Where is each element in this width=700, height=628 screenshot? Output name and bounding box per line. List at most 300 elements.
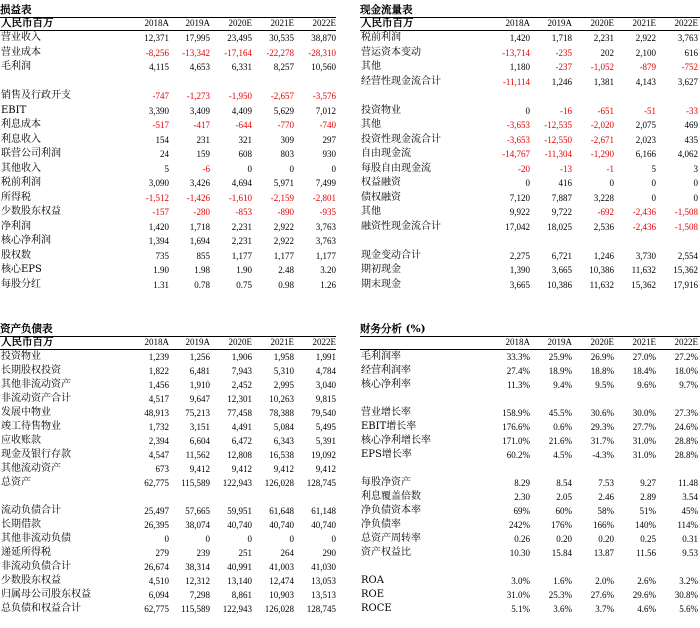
table-row <box>0 546 336 560</box>
cell-value: 27.2% <box>674 352 698 362</box>
cell-value: -1,273 <box>186 91 210 101</box>
cell-value: 8.54 <box>556 478 572 488</box>
table-row <box>360 234 700 249</box>
cell-value: 735 <box>155 250 169 261</box>
cell-value: 5,310 <box>273 366 294 376</box>
table-row <box>0 448 336 462</box>
cell-value: 290 <box>322 548 336 558</box>
income-header <box>0 17 336 30</box>
cell-value: -417 <box>193 120 210 130</box>
cell-value: -1,052 <box>590 62 614 72</box>
row-label: 股权数 <box>1 249 31 261</box>
cell-value: 2.48 <box>278 265 294 275</box>
cell-value: 231 <box>196 134 210 145</box>
cell-value: -11,304 <box>544 149 572 159</box>
row-label: 其他非流动负债 <box>1 533 71 544</box>
table-row <box>360 490 700 504</box>
cell-value: -1,426 <box>186 192 210 203</box>
table-row <box>360 147 700 162</box>
table-row <box>0 476 336 490</box>
cell-value: 77,458 <box>227 408 252 418</box>
cell-value: 3,730 <box>635 250 656 261</box>
row-label: 期初现金 <box>361 264 401 275</box>
cell-value: 19,092 <box>311 450 336 460</box>
row-label: 应收账款 <box>1 435 41 446</box>
cell-value: 28.8% <box>674 450 698 460</box>
cell-value: -1 <box>606 163 614 174</box>
cell-value: 27.7% <box>632 422 656 432</box>
cell-value: 1,456 <box>148 380 169 390</box>
cell-value: 27.0% <box>632 352 656 362</box>
cell-value: 0 <box>331 163 336 174</box>
table-row <box>0 364 336 378</box>
table-row <box>360 378 700 392</box>
cell-value: 30,535 <box>269 33 294 43</box>
cell-value: 2,536 <box>593 221 614 232</box>
cell-value: 4,517 <box>148 394 169 404</box>
cell-value: 12,371 <box>144 33 169 43</box>
table-row <box>360 176 700 191</box>
cell-value: 171.0% <box>502 436 530 446</box>
cell-value: 9.53 <box>682 548 698 558</box>
row-label: ROCE <box>361 603 392 614</box>
cell-value: 3 <box>693 163 698 174</box>
cell-value: 1,420 <box>509 33 530 43</box>
row-label: 其他收入 <box>1 162 41 174</box>
cell-value: 40,740 <box>227 520 252 530</box>
cell-value: 29.6% <box>632 590 656 600</box>
cell-value: 45.5% <box>548 408 572 418</box>
table-row <box>0 434 336 448</box>
row-label: 自由现金流 <box>361 148 411 159</box>
table-row <box>360 31 700 46</box>
cell-value: 38,870 <box>311 33 336 43</box>
cell-value: 0.26 <box>514 534 530 544</box>
row-label: 其他 <box>361 119 381 130</box>
cell-value: 297 <box>322 134 336 145</box>
row-label: 营业收入 <box>1 32 41 43</box>
cell-value: 1.31 <box>153 279 169 290</box>
cashflow-statement-panel <box>360 0 700 318</box>
cell-value: 10,263 <box>269 394 294 404</box>
year-header: 2018A <box>505 18 530 28</box>
table-row <box>0 220 336 235</box>
cell-value: 0 <box>525 178 530 188</box>
table-row <box>0 574 336 588</box>
table-row <box>0 602 336 616</box>
cell-value: 4,409 <box>231 105 252 116</box>
table-row <box>0 490 336 504</box>
cell-value: 51% <box>639 506 656 516</box>
cell-value: 11.48 <box>678 478 698 488</box>
cell-value: 30.0% <box>632 408 656 418</box>
table-row <box>0 147 336 162</box>
cell-value: 33.3% <box>506 352 530 362</box>
cell-value: 25,497 <box>144 506 169 516</box>
cell-value: 3,665 <box>551 265 572 275</box>
row-label: 现金变动合计 <box>361 249 421 261</box>
cell-value: -2,436 <box>632 221 656 232</box>
cell-value: 23,495 <box>227 33 252 43</box>
cell-value: 3.2% <box>679 576 698 586</box>
year-header: 2022E <box>312 18 336 28</box>
cashflow-header <box>360 17 700 30</box>
cell-value: 4,784 <box>315 366 336 376</box>
cell-value: 1.90 <box>236 265 252 275</box>
table-row <box>360 75 700 90</box>
cell-value: 309 <box>280 134 294 145</box>
cell-value: -2,801 <box>312 192 336 203</box>
cell-value: 0 <box>651 178 656 188</box>
year-header: 2020E <box>228 18 252 28</box>
cell-value: 0 <box>205 534 210 544</box>
row-label: 递延所得税 <box>1 547 51 558</box>
cell-value: 0 <box>164 534 169 544</box>
cell-value: 5,495 <box>315 422 336 432</box>
cell-value: 2.46 <box>598 492 614 502</box>
row-label: EBIT <box>1 104 27 116</box>
cell-value: 416 <box>558 178 572 188</box>
year-header: 2019A <box>547 18 572 28</box>
row-label: 竣工待售物业 <box>1 421 61 432</box>
row-label: 非流动资产合计 <box>1 393 71 404</box>
row-label: 其他 <box>361 206 381 217</box>
row-label: 投资性现金流合计 <box>361 133 441 145</box>
row-label: 营运资本变动 <box>361 46 421 58</box>
cell-value: -20 <box>518 163 530 174</box>
cell-value: 1,394 <box>148 236 169 246</box>
year-header: 2022E <box>674 337 698 347</box>
cell-value: 0 <box>331 534 336 544</box>
table-row <box>0 378 336 392</box>
cell-value: 122,943 <box>222 604 252 614</box>
cell-value: 40,740 <box>311 520 336 530</box>
cell-value: 9.27 <box>640 478 656 488</box>
cell-value: -235 <box>555 47 572 58</box>
income-statement-panel <box>0 0 336 318</box>
cell-value: 17,995 <box>185 33 210 43</box>
cell-value: 11,562 <box>185 450 210 460</box>
cell-value: 1.90 <box>153 265 169 275</box>
cell-value: 1,910 <box>189 380 210 390</box>
year-header: 2020E <box>590 18 614 28</box>
cell-value: 6,343 <box>273 436 294 446</box>
table-row <box>0 60 336 75</box>
unit-label: 人民币百万 <box>1 336 54 348</box>
cell-value: 57,665 <box>185 506 210 516</box>
cell-value: 1,381 <box>593 76 614 87</box>
row-label: 净负债率 <box>361 519 401 530</box>
cell-value: 13,140 <box>227 576 252 586</box>
cell-value: 29.3% <box>590 422 614 432</box>
cell-value: 10.30 <box>509 548 530 558</box>
cell-value: 40,991 <box>227 562 252 572</box>
cell-value: 30.8% <box>674 590 698 600</box>
cell-value: 140% <box>635 520 656 530</box>
ratios-header <box>360 336 700 349</box>
cell-value: 159 <box>196 149 210 159</box>
unit-label: 人民币百万 <box>1 17 54 29</box>
table-row <box>360 133 700 148</box>
cell-value: 24.6% <box>674 422 698 432</box>
row-label: 经营性现金流合计 <box>361 75 441 87</box>
cell-value: 1,256 <box>189 352 210 362</box>
cell-value: 9,412 <box>273 464 294 474</box>
cell-value: 0 <box>247 163 252 174</box>
cell-value: 11.3% <box>507 380 530 390</box>
table-row <box>0 46 336 61</box>
row-label: 长期股权投资 <box>1 365 61 376</box>
table-row <box>360 574 700 588</box>
cell-value: 6,604 <box>189 436 210 446</box>
cell-value: 4,653 <box>189 62 210 72</box>
cell-value: 15,362 <box>631 279 656 290</box>
cell-value: -752 <box>681 62 698 72</box>
cell-value: 3,151 <box>189 422 210 432</box>
table-row <box>360 60 700 75</box>
cell-value: 673 <box>155 464 169 474</box>
cell-value: 2.89 <box>640 492 656 502</box>
table-row <box>0 588 336 602</box>
year-header: 2018A <box>144 337 169 347</box>
cell-value: 176.6% <box>502 422 530 432</box>
balance-sheet-panel <box>0 318 336 628</box>
row-label: 债权融资 <box>361 191 401 203</box>
cell-value: 9.7% <box>679 380 698 390</box>
income-rows <box>0 31 336 292</box>
cell-value: 31.0% <box>632 436 656 446</box>
cell-value: -770 <box>277 120 294 130</box>
cell-value: 13,053 <box>311 576 336 586</box>
cell-value: 0 <box>247 534 252 544</box>
row-label: 现金及银行存款 <box>1 449 71 460</box>
cell-value: 15,362 <box>673 265 698 275</box>
year-header: 2020E <box>228 337 252 347</box>
table-row <box>0 560 336 574</box>
cell-value: 2,922 <box>635 33 656 43</box>
row-label: 利息覆盖倍数 <box>361 491 421 502</box>
cell-value: 0 <box>693 192 698 203</box>
cell-value: 1,991 <box>315 352 336 362</box>
cell-value: 4.5% <box>553 450 572 460</box>
row-label: 其他非流动资产 <box>1 379 71 390</box>
balance-header <box>0 336 336 349</box>
cell-value: 3.6% <box>553 604 572 614</box>
cell-value: 1,694 <box>189 236 210 246</box>
cell-value: 18.4% <box>632 366 656 376</box>
cell-value: 0.25 <box>640 534 656 544</box>
table-row <box>360 278 700 293</box>
cell-value: 0 <box>289 534 294 544</box>
table-row <box>0 406 336 420</box>
table-row <box>0 176 336 191</box>
table-row <box>0 104 336 119</box>
cell-value: 21.6% <box>548 436 572 446</box>
cell-value: 3.20 <box>320 265 336 275</box>
table-row <box>0 532 336 546</box>
table-row <box>360 448 700 462</box>
cell-value: 61,148 <box>311 506 336 516</box>
cell-value: 1,718 <box>189 221 210 232</box>
row-label: 核心净利润 <box>1 235 51 246</box>
row-label: 每股净资产 <box>361 477 411 488</box>
cell-value: -879 <box>639 62 656 72</box>
row-label: 流动负债合计 <box>1 505 61 516</box>
cell-value: 24 <box>160 149 169 159</box>
cell-value: 4,547 <box>148 450 169 460</box>
row-label: ROA <box>361 575 384 586</box>
cell-value: 930 <box>322 149 336 159</box>
cell-value: -747 <box>152 91 169 101</box>
row-label: EPS增长率 <box>361 449 412 460</box>
table-row <box>0 89 336 104</box>
income-statement-title: 损益表 <box>0 4 32 16</box>
cell-value: 26,395 <box>144 520 169 530</box>
cell-value: -2,436 <box>632 207 656 217</box>
cell-value: 0.75 <box>236 279 252 290</box>
cell-value: -2,159 <box>270 192 294 203</box>
cell-value: -2,657 <box>270 91 294 101</box>
cell-value: 3.54 <box>682 492 698 502</box>
cell-value: 5.6% <box>679 604 698 614</box>
cell-value: 7,943 <box>231 366 252 376</box>
cell-value: 3,763 <box>677 33 698 43</box>
cell-value: 12,474 <box>269 576 294 586</box>
cell-value: -11,114 <box>502 76 530 87</box>
cell-value: 9,815 <box>315 394 336 404</box>
row-label: 税前利润 <box>1 177 41 188</box>
cell-value: 9.6% <box>637 380 656 390</box>
cell-value: 27.6% <box>590 590 614 600</box>
cell-value: 0 <box>289 163 294 174</box>
cell-value: -237 <box>555 62 572 72</box>
cell-value: 8.29 <box>514 478 530 488</box>
cell-value: 31.7% <box>590 436 614 446</box>
table-row <box>360 191 700 206</box>
cell-value: 18.8% <box>590 366 614 376</box>
cell-value: 855 <box>196 250 210 261</box>
cell-value: 3,763 <box>315 221 336 232</box>
cell-value: 176% <box>551 520 572 530</box>
cell-value: 2,922 <box>273 236 294 246</box>
cell-value: -12,535 <box>544 120 572 130</box>
cell-value: -517 <box>152 120 169 130</box>
cell-value: -1,512 <box>145 192 169 203</box>
cell-value: -17,164 <box>224 47 252 58</box>
row-label: 投资物业 <box>361 104 401 116</box>
table-row <box>360 118 700 133</box>
row-label: 经营利润率 <box>361 365 411 376</box>
cell-value: 1,822 <box>148 366 169 376</box>
cell-value: 79,540 <box>311 408 336 418</box>
cell-value: -853 <box>235 207 252 217</box>
cell-value: -13,714 <box>502 47 530 58</box>
cell-value: -3,576 <box>312 91 336 101</box>
cell-value: 17,042 <box>505 221 530 232</box>
cell-value: 3,228 <box>593 192 614 203</box>
unit-label: 人民币百万 <box>361 17 414 29</box>
cell-value: 10,386 <box>589 265 614 275</box>
row-label: 权益融资 <box>361 177 401 188</box>
row-label: 利息成本 <box>1 119 41 130</box>
cell-value: 78,388 <box>269 408 294 418</box>
balance-rows <box>0 350 336 616</box>
cell-value: 31.0% <box>506 590 530 600</box>
cell-value: 62,775 <box>144 478 169 488</box>
table-row <box>0 191 336 206</box>
cell-value: 242% <box>509 520 530 530</box>
table-row <box>0 518 336 532</box>
cell-value: 27.4% <box>506 366 530 376</box>
cell-value: -890 <box>277 207 294 217</box>
cell-value: 25.9% <box>548 352 572 362</box>
cell-value: -740 <box>319 120 336 130</box>
row-label: 销售及行政开支 <box>1 90 71 101</box>
cell-value: 1,180 <box>509 62 530 72</box>
cell-value: 0 <box>525 105 530 116</box>
row-label: 核心EPS <box>1 264 42 275</box>
cell-value: 202 <box>600 47 614 58</box>
cell-value: 1,390 <box>509 265 530 275</box>
table-row <box>360 518 700 532</box>
year-header: 2019A <box>185 18 210 28</box>
row-label: 净利润 <box>1 220 31 232</box>
table-row <box>360 588 700 602</box>
table-row <box>360 46 700 61</box>
cell-value: 1,718 <box>551 33 572 43</box>
cell-value: 128,745 <box>306 478 336 488</box>
cell-value: -1,950 <box>228 91 252 101</box>
cell-value: 18.9% <box>548 366 572 376</box>
row-label: 所得税 <box>1 191 31 203</box>
cell-value: 60% <box>555 506 572 516</box>
year-header: 2021E <box>270 18 294 28</box>
cell-value: 2,023 <box>635 134 656 145</box>
cell-value: 1,177 <box>231 250 252 261</box>
cell-value: -1,508 <box>674 207 698 217</box>
cell-value: 0.20 <box>556 534 572 544</box>
cell-value: 0.31 <box>682 534 698 544</box>
cell-value: 18,025 <box>547 221 572 232</box>
cell-value: 5 <box>164 163 169 174</box>
cell-value: 9,412 <box>231 464 252 474</box>
cell-value: 154 <box>155 134 169 145</box>
cell-value: 11,632 <box>631 265 656 275</box>
cell-value: 7,298 <box>189 590 210 600</box>
cell-value: 9.4% <box>553 380 572 390</box>
cell-value: -14,767 <box>502 149 530 159</box>
cell-value: 128,745 <box>306 604 336 614</box>
table-row <box>360 602 700 616</box>
year-header: 2020E <box>590 337 614 347</box>
cell-value: 3,763 <box>315 236 336 246</box>
year-header: 2021E <box>270 337 294 347</box>
table-row <box>0 234 336 249</box>
ratios-rows <box>360 350 700 616</box>
cell-value: 38,314 <box>185 562 210 572</box>
cell-value: -4.3% <box>592 450 614 460</box>
year-header: 2021E <box>632 337 656 347</box>
row-label: 投资物业 <box>1 351 41 362</box>
cell-value: 3.7% <box>595 604 614 614</box>
cell-value: 10,386 <box>547 279 572 290</box>
financial-analysis-panel <box>360 318 700 628</box>
year-header: 2018A <box>505 337 530 347</box>
cell-value: -16 <box>560 105 572 116</box>
table-row <box>360 220 700 235</box>
cell-value: 7,887 <box>551 192 572 203</box>
cell-value: 30.6% <box>590 408 614 418</box>
